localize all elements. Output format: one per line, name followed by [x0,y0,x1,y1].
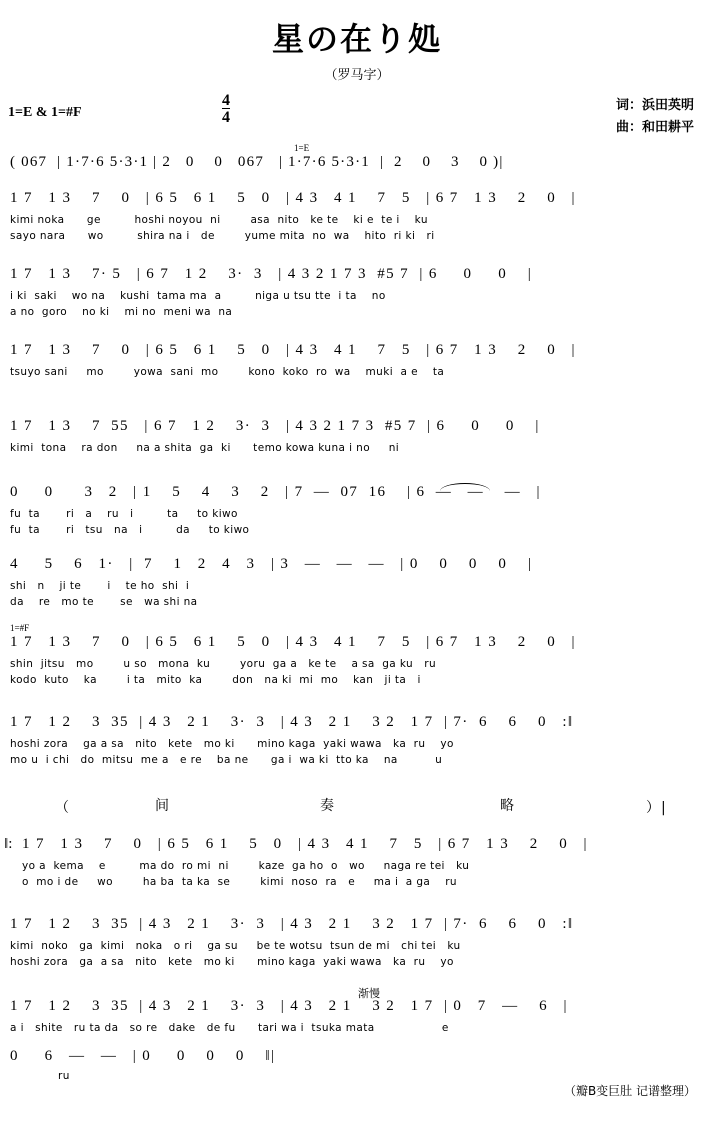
interlude-char-1: 间 [155,798,170,814]
line-5-notes: 0 0 3 2 | 1 5 4 3 2 | 7 — 07 16 | 6 — — — | [10,484,541,500]
line-7-key-marker: 1=#F [10,623,30,633]
composer: 曲：和田耕平 [615,120,694,135]
system-3 [0,337,714,413]
key-signature: 1=E & 1=#F [8,105,82,120]
line-12-lyric-1: ru [58,1070,70,1082]
system-6 [0,551,714,627]
system-intro [0,145,714,185]
line-6-lyric-2: da re mo te se wa shi na [10,596,198,608]
system-9 [0,831,714,911]
line-1-notes: 1 7 1 3 7 0 | 6 5 6 1 5 0 | 4 3 4 1 7 5 | 6 7 1 3 2 0 | [10,190,576,206]
line-7-lyric-1: shin jitsu mo u so mona ku yoru ga a ke te a sa ga ku ru [10,658,437,670]
line-1-lyric-2: sayo nara wo shira na i de yume mita no wa hito ri ki ri [10,230,435,242]
system-4 [0,413,714,479]
time-signature [222,93,230,125]
line-12-notes: 0 6 — — | 0 0 0 0 ‖| [10,1048,276,1064]
interlude-open-paren: （ [55,800,70,816]
line-5-lyric-2: fu ta ri tsu na i da to kiwo [10,524,250,536]
lyricist: 词：浜田英明 [615,98,694,113]
line-2-notes: 1 7 1 3 7· 5 | 6 7 1 2 3· 3 | 4 3 2 1 7 3 #5 7 | 6 0 0 | [10,266,533,282]
intro-key-marker: 1=E [294,143,310,153]
line-9-notes: 1 7 1 3 7 0 | 6 5 6 1 5 0 | 4 3 4 1 7 5 | 6 7 1 3 2 0 | [22,836,588,852]
line-10-notes: 1 7 1 2 3 35 | 4 3 2 1 3· 3 | 4 3 2 1 3 2 1 7 | 7· 6 6 0 :‖ [10,916,574,932]
interlude-char-2: 奏 [320,798,335,814]
line-6-lyric-1: shi n ji te i te ho shi i [10,580,190,592]
system-8 [0,709,714,789]
page-subtitle: （罗马字） [324,68,390,83]
line-1-lyric-1: kimi noka ge hoshi noyou ni asa nito ke te ki e te i ku [10,214,428,226]
page-title: 星の在り処 [271,20,442,58]
line-8-notes: 1 7 1 2 3 35 | 4 3 2 1 3· 3 | 4 3 2 1 3 2 1 7 | 7· 6 6 0 :‖ [10,714,574,730]
line-2-lyric-2: a no goro no ki mi no meni wa na [10,306,233,318]
intro-notes: ( 067 | 1·7·6 5·3·1 | 2 0 0 067 | 1·7·6 5·3·1 | 2 0 3 0 )| [10,154,504,170]
credits [616,95,694,139]
transcription-credit: （瓣B变巨肚 记谱整理） [563,1084,696,1098]
line-3-notes: 1 7 1 3 7 0 | 6 5 6 1 5 0 | 4 3 4 1 7 5 | 6 7 1 3 2 0 | [10,342,576,358]
line-4-lyric-1: kimi tona ra don na a shita ga ki temo kowa kuna i no ni [10,442,400,454]
system-10 [0,911,714,991]
line-7-lyric-2: kodo kuto ka i ta mito ka don na ki mi mo kan ji ta i [10,674,421,686]
system-5 [0,479,714,551]
interlude-char-3: 略 [500,798,515,814]
system-1 [0,185,714,261]
line-8-lyric-1: hoshi zora ga a sa nito kete mo ki mino kaga yaki wawa ka ru yo [10,738,454,750]
time-signature-denominator: 4 [222,109,230,126]
header-row [0,87,714,145]
line-9-lyric-2: o mo i de wo ha ba ta ka se kimi noso ra e ma i a ga ru [22,876,457,888]
sheet-music-page [0,14,714,1126]
system-2 [0,261,714,337]
line-5-lyric-1: fu ta ri a ru i ta to kiwo [10,508,238,520]
line-7-notes: 1 7 1 3 7 0 | 6 5 6 1 5 0 | 4 3 4 1 7 5 | 6 7 1 3 2 0 | [10,634,576,650]
system-11 [0,987,714,1047]
time-signature-numerator: 4 [222,92,230,109]
line-2-lyric-1: i ki saki wo na kushi tama ma a niga u tsu tte i ta no [10,290,386,302]
line-3-lyric-1: tsuyo sani mo yowa sani mo kono koko ro wa muki a e ta [10,366,445,378]
system-7 [0,623,714,709]
line-6-notes: 4 5 6 1· | 7 1 2 4 3 | 3 — — — | 0 0 0 0 | [10,556,533,572]
system-interlude [0,789,714,831]
line-10-lyric-2: hoshi zora ga a sa nito kete mo ki mino kaga yaki wawa ka ru yo [10,956,454,968]
line-10-lyric-1: kimi noko ga kimi noka o ri ga su be te wotsu tsun de mi chi tei ku [10,940,461,952]
tempo-marking: 渐慢 [358,987,380,1000]
line-9-lyric-1: yo a kema e ma do ro mi ni kaze ga ho o wo naga re tei ku [22,860,470,872]
line-4-notes: 1 7 1 3 7 55 | 6 7 1 2 3· 3 | 4 3 2 1 7 3 #5 7 | 6 0 0 | [10,418,540,434]
line-11-lyric-1: a i shite ru ta da so re dake de fu tari wa i tsuka mata e [10,1022,449,1034]
line-8-lyric-2: mo u i chi do mitsu me a e re ba ne ga i wa ki tto ka na u [10,754,443,766]
line-11-notes: 1 7 1 2 3 35 | 4 3 2 1 3· 3 | 4 3 2 1 3 2 1 7 | 0 7 — 6 | [10,998,568,1014]
repeat-start-sign: ‖: [4,836,13,852]
interlude-close: ）| [646,800,667,816]
